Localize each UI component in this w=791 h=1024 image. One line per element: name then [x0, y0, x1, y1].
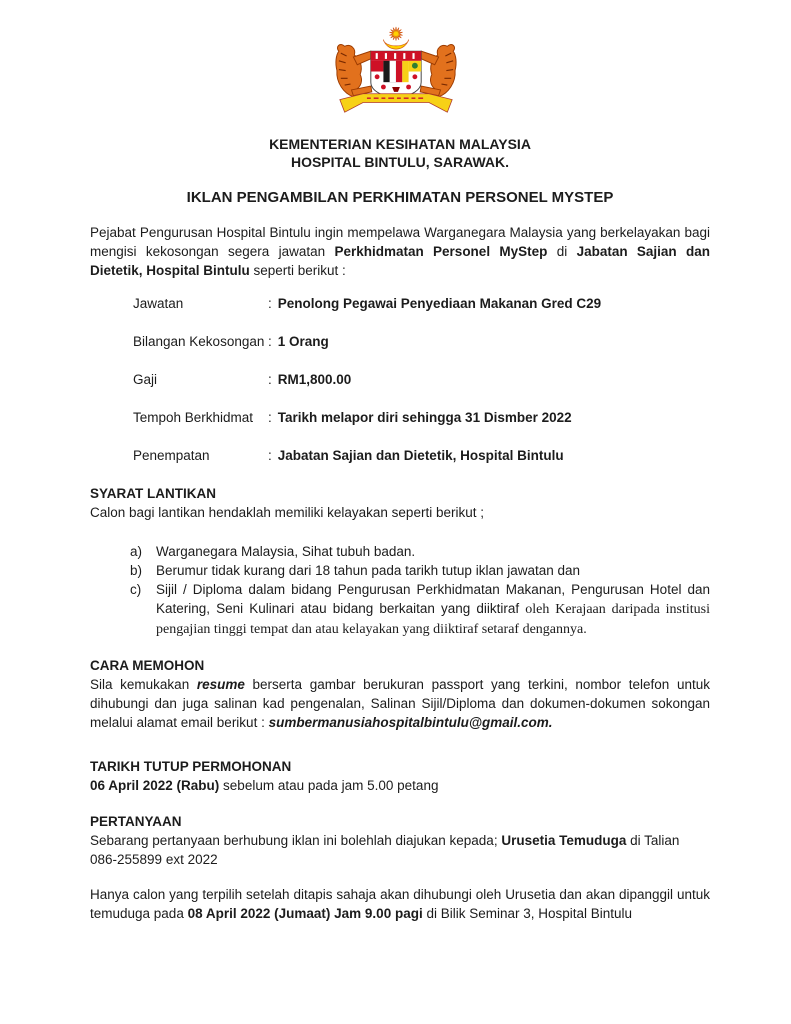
hospital-name: HOSPITAL BINTULU, SARAWAK. — [290, 154, 510, 170]
pertanyaan-text-1: Sebarang pertanyaan berhubung iklan ini bolehlah diajukan kepada; — [90, 833, 502, 848]
list-item-c — [130, 580, 710, 639]
detail-value: Tarikh melapor diri sehingga 31 Dismber 2022 — [277, 410, 572, 425]
syarat-intro: Calon bagi lantikan hendaklah memiliki kelayakan seperti berikut ; — [90, 505, 484, 520]
pertanyaan-urusetia: Urusetia Temuduga — [501, 833, 627, 848]
list-marker: a) — [130, 544, 143, 559]
cara-paragraph — [90, 675, 710, 732]
detail-label: Bilangan Kekosongan — [133, 334, 265, 349]
motto-banner-icon — [339, 94, 451, 112]
intro-text-2: di — [547, 244, 577, 259]
malaysia-coat-of-arms-icon — [326, 26, 466, 118]
list-item-a — [130, 542, 710, 561]
section-heading-syarat: SYARAT LANTIKAN — [90, 486, 217, 501]
job-details — [133, 294, 710, 465]
tiger-right-icon — [419, 44, 456, 96]
tarikh-date: 06 April 2022 (Rabu) — [90, 778, 220, 793]
detail-row-jawatan — [133, 294, 710, 313]
list-item-c-sans: Sijil / Diploma dalam bidang Pengurusan Perkhidmatan Makanan, Pengurusan Hotel dan Katering, Seni Kulinari atau bidang berkaitan yang diiktiraf — [156, 582, 710, 616]
ministry-name: KEMENTERIAN KESIHATAN MALAYSIA — [269, 136, 531, 152]
closing-text-2: di Bilik Seminar 3, Hospital Bintulu — [422, 906, 633, 921]
detail-value: 1 Orang — [277, 334, 329, 349]
tiger-left-icon — [335, 44, 372, 96]
cara-text-2: berserta gambar berukuran passport yang terkini, nombor telefon untuk dihubungi dan juga salinan kad pengenalan, Salinan Sijil/Diploma dan dokumen-dokumen sokongan melalui alamat email berikut : — [90, 677, 710, 730]
tarikh-rest: sebelum atau pada jam 5.00 petang — [219, 778, 439, 793]
detail-colon: : — [268, 410, 272, 425]
detail-colon: : — [268, 296, 272, 311]
intro-text-1: Pejabat Pengurusan Hospital Bintulu ingin mempelawa Warganegara Malaysia yang berkelayakan bagi mengisi kekosongan segera jawatan — [90, 225, 710, 259]
list-marker: c) — [130, 582, 142, 597]
detail-value: RM1,800.00 — [277, 372, 352, 387]
intro-bold-service: Perkhidmatan Personel MyStep — [334, 244, 548, 259]
list-item-c-serif: oleh Kerajaan daripada institusi pengajian tinggi tempat dan atau kelayakan yang diiktiraf setaraf dengannya. — [156, 602, 710, 637]
letterhead — [90, 135, 710, 171]
detail-label: Tempoh Berkhidmat — [133, 410, 254, 425]
pertanyaan-text-2: di Talian 086-255899 ext 2022 — [90, 833, 680, 867]
detail-row-penempatan — [133, 446, 710, 465]
shield-icon — [370, 51, 420, 98]
closing-paragraph — [90, 885, 710, 923]
detail-value: Jabatan Sajian dan Dietetik, Hospital Bintulu — [277, 448, 564, 463]
star-icon — [389, 27, 402, 41]
list-item-b — [130, 561, 710, 580]
detail-colon: : — [268, 372, 272, 387]
document-title: IKLAN PENGAMBILAN PERKHIMATAN PERSONEL MYSTEP — [186, 189, 614, 206]
detail-colon: : — [268, 448, 272, 463]
intro-text-3: seperti berikut : — [249, 263, 346, 278]
list-item-text: Berumur tidak kurang dari 18 tahun pada tarikh tutup iklan jawatan dan — [156, 563, 581, 578]
intro-paragraph — [90, 223, 710, 280]
detail-row-tempoh — [133, 408, 710, 427]
crescent-icon — [383, 40, 408, 50]
intro-bold-department: Jabatan Sajian dan Dietetik, Hospital Bintulu — [90, 244, 710, 278]
section-heading-tarikh: TARIKH TUTUP PERMOHONAN — [90, 759, 292, 774]
detail-colon: : — [268, 334, 272, 349]
list-item-text — [156, 580, 710, 639]
pertanyaan-paragraph — [90, 831, 710, 869]
tarikh-line — [90, 776, 710, 795]
detail-value: Penolong Pegawai Penyediaan Makanan Gred C29 — [277, 296, 602, 311]
detail-label: Jawatan — [133, 296, 184, 311]
detail-row-bilangan — [133, 332, 710, 351]
detail-label: Penempatan — [133, 448, 210, 463]
cara-text-1: Sila kemukakan — [90, 677, 197, 692]
section-heading-cara: CARA MEMOHON — [90, 658, 205, 673]
requirements-list — [130, 542, 710, 639]
cara-email: sumbermanusiahospitalbintulu@gmail.com. — [268, 715, 553, 730]
section-heading-pertanyaan: PERTANYAAN — [90, 814, 182, 829]
closing-text-1: Hanya calon yang terpilih setelah ditapis sahaja akan dihubungi oleh Urusetia dan akan dipanggil untuk temuduga pada — [90, 887, 710, 921]
detail-label: Gaji — [133, 372, 158, 387]
detail-row-gaji — [133, 370, 710, 389]
cara-resume: resume — [196, 677, 245, 692]
list-marker: b) — [130, 563, 143, 578]
closing-date: 08 April 2022 (Jumaat) Jam 9.00 pagi — [187, 906, 423, 921]
list-item-text: Warganegara Malaysia, Sihat tubuh badan. — [156, 544, 416, 559]
